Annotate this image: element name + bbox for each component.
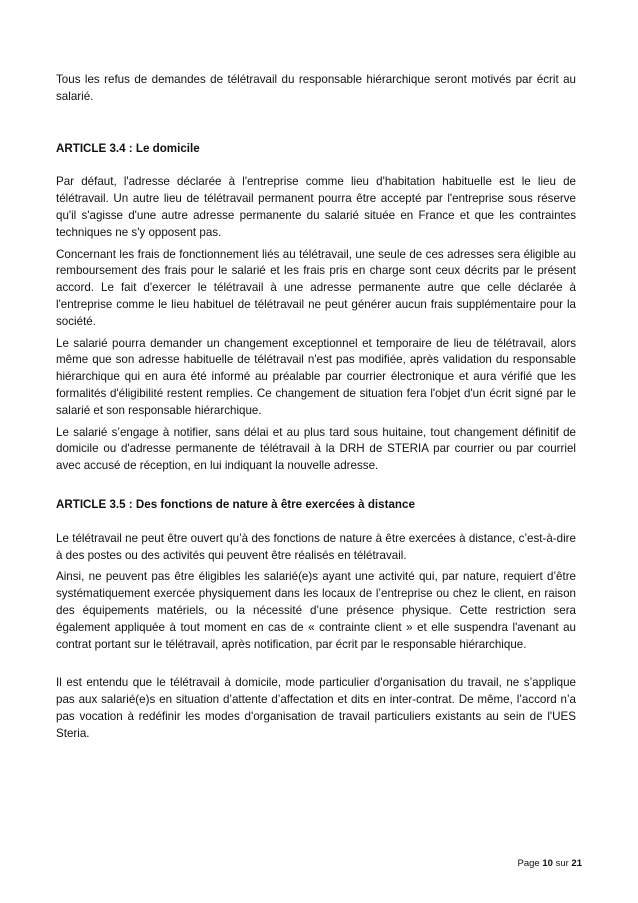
heading-article-3-4: ARTICLE 3.4 : Le domicile — [56, 141, 200, 155]
paragraph-fonctions-2: Ainsi, ne peuvent pas être éligibles les salarié(e)s ayant une activité qui, par nature, requiert d’être systématiquement exercée physiquement dans les locaux de l’entreprise ou chez le client, en raison des équipements matériels, ou la nécessité d’une présence physique. Cette restriction sera également appliquée à tout moment en cas de « contrainte client » et elle suspendra l'avenant au contrat portant sur le télétravail, après notification, par écrit par le responsable hiérarchique. — [56, 570, 576, 651]
page-total: 21 — [571, 858, 582, 869]
paragraph-fonctions-3: Il est entendu que le télétravail à domicile, mode particulier d'organisation du travail, ne s’applique pas aux salarié(e)s en situation d’attente d’affectation et dits en inter-contrat. De même, l’accord n’a pas vocation à redéfinir les modes d'organisation de travail particuliers existants au sein de l'UES Steria. — [56, 676, 576, 740]
paragraph-domicile-3: Le salarié pourra demander un changement exceptionnel et temporaire de lieu de télétravail, alors même que son adresse habituelle de télétravail n'est pas modifiée, après validation du responsable hiérarchique qui en aura été informé au préalable par courrier électronique et aura vérifié que les formalités d'éligibilité restent remplies. Ce changement de situation fera l'objet d'un écrit signé par le salarié et son responsable hiérarchique. — [56, 336, 576, 417]
page-number: 10 — [542, 858, 553, 869]
of-word: sur — [555, 858, 569, 869]
page-word: Page — [517, 858, 540, 869]
paragraph-domicile-4: Le salarié s’engage à notifier, sans délai et au plus tard sous huitaine, tout changement définitif de domicile ou d'adresse permanente de télétravail à la DRH de STERIA par courrier ou par courriel avec accusé de réception, en lui indiquant la nouvelle adresse. — [56, 425, 576, 473]
paragraph-domicile-1: Par défaut, l'adresse déclarée à l'entreprise comme lieu d'habitation habituelle est le lieu de télétravail. Un autre lieu de télétravail permanent pourra être accepté par l'entreprise sous réserve qu'il s'agisse d'une autre adresse permanente du salarié située en France et que les contraintes techniques ne s'y opposent pas. — [56, 175, 576, 239]
page-content — [56, 72, 576, 748]
heading-article-3-5: ARTICLE 3.5 : Des fonctions de nature à être exercées à distance — [56, 497, 415, 511]
paragraph-fonctions-1: Le télétravail ne peut être ouvert qu’à des fonctions de nature à être exercées à distance, c’est-à-dire à des postes ou des activités qui peuvent être réalisés en télétravail. — [56, 531, 576, 562]
paragraph-domicile-2: Concernant les frais de fonctionnement liés au télétravail, une seule de ces adresses sera éligible au remboursement des frais pour le salarié et les frais pris en charge sont ceux décrits par le présent accord. Le fait d'exercer le télétravail à une adresse permanente autre que celle déclarée à l'entreprise comme le lieu habituel de télétravail ne peut générer aucun frais supplémentaire pour la société. — [56, 247, 576, 328]
paragraph-intro: Tous les refus de demandes de télétravail du responsable hiérarchique seront motivés par écrit au salarié. — [56, 73, 576, 103]
page-footer — [518, 858, 582, 869]
